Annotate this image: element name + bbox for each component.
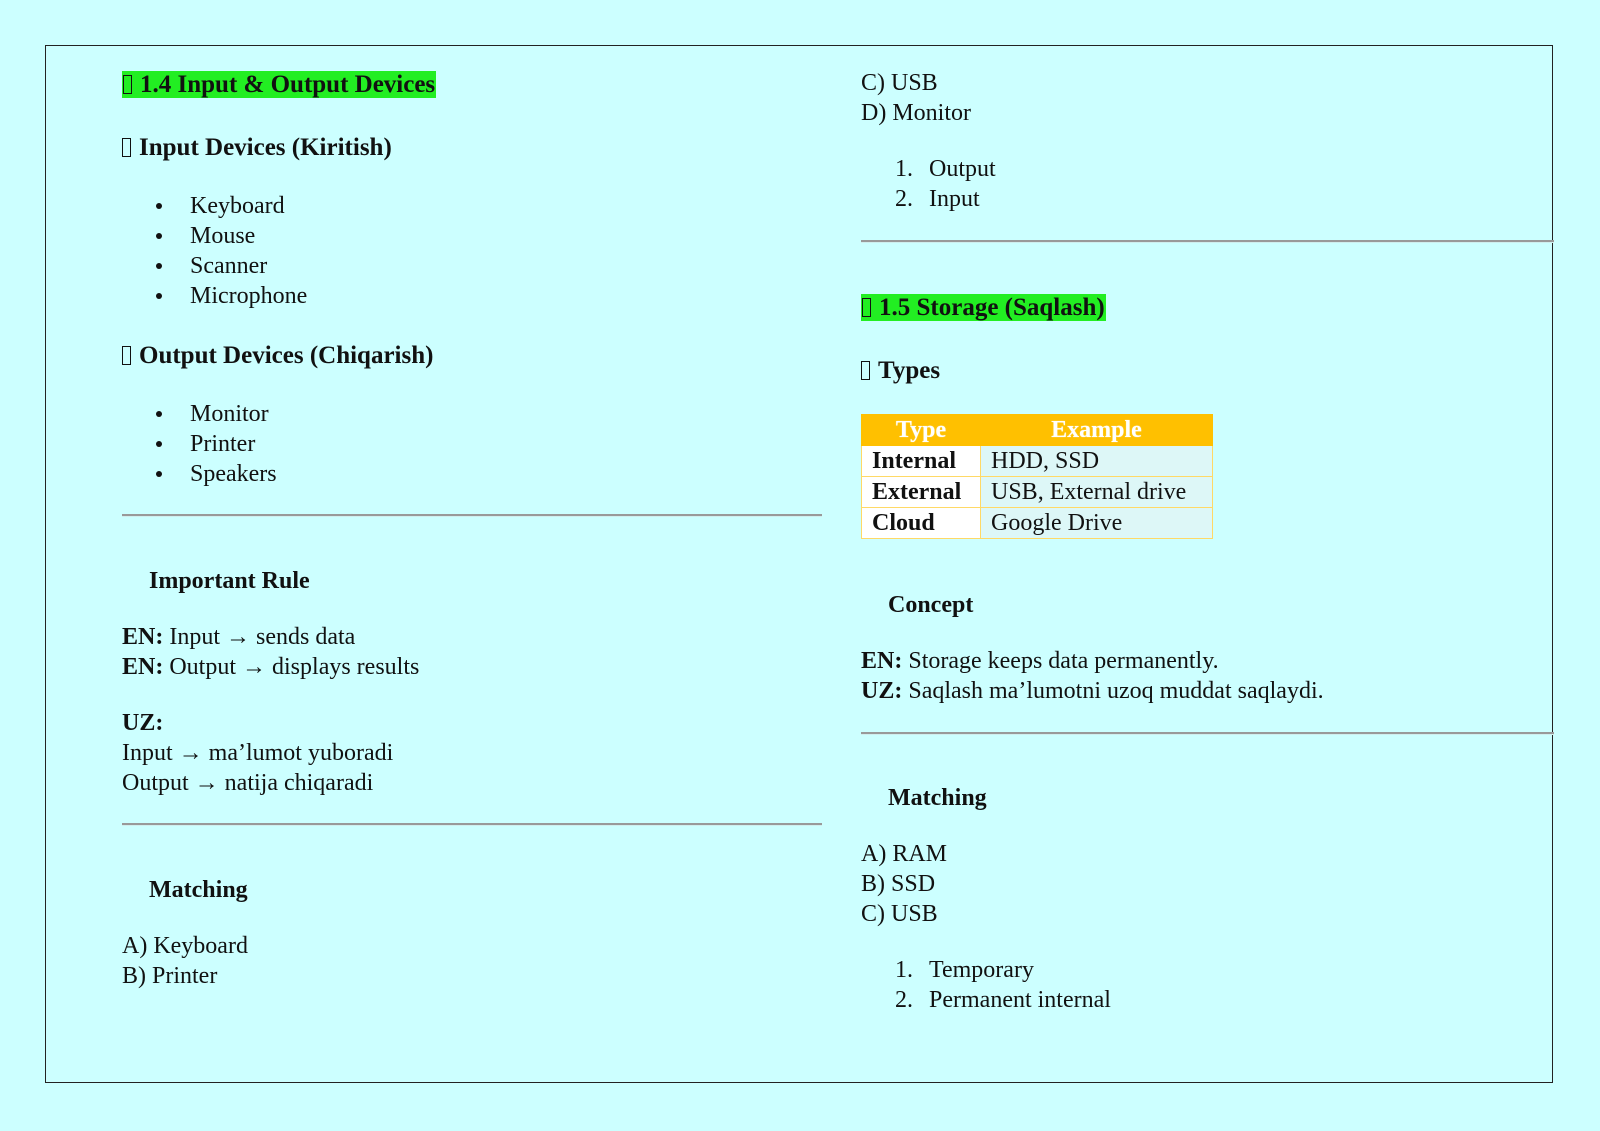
input-devices-list — [122, 191, 307, 311]
uz-label: UZ: — [861, 678, 903, 704]
missing-glyph-icon — [122, 138, 131, 157]
types-heading — [861, 356, 940, 386]
matching-option-d: D) Monitor — [861, 100, 971, 126]
matching-option-b: B) SSD — [861, 871, 936, 897]
list-item — [122, 429, 277, 459]
input-devices-heading-text: Input Devices (Kiritish) — [139, 134, 392, 161]
types-heading-text: Types — [878, 357, 941, 384]
list-item — [861, 154, 996, 184]
en-label: EN: — [861, 648, 903, 674]
list-item-text: Permanent internal — [929, 987, 1111, 1013]
list-item — [122, 281, 307, 311]
matching-option-c: C) USB — [861, 70, 938, 96]
bullet-icon — [156, 471, 162, 477]
en-rule-text-2: Output → displays results — [169, 654, 420, 680]
list-item — [122, 191, 307, 221]
en-label: EN: — [122, 624, 164, 650]
list-item — [122, 251, 307, 281]
list-item — [122, 399, 277, 429]
horizontal-rule — [122, 823, 822, 825]
missing-glyph-icon — [122, 346, 131, 365]
section-heading-1-5 — [861, 293, 1106, 323]
output-devices-list — [122, 399, 277, 489]
concept-en-text: Storage keeps data permanently. — [908, 648, 1219, 674]
list-item — [122, 221, 307, 251]
en-rule-line-2 — [122, 652, 419, 682]
bullet-icon — [156, 263, 162, 269]
concept-uz-text: Saqlash ma’lumotni uzoq muddat saqlaydi. — [908, 678, 1324, 704]
table-cell-example: USB, External drive — [981, 477, 1213, 508]
list-item-text: Keyboard — [190, 193, 285, 219]
concept-en-line — [861, 646, 1219, 676]
list-item-text: Mouse — [190, 223, 256, 249]
bullet-icon — [156, 441, 162, 447]
heading-1-5-text: 1.5 Storage (Saqlash) — [879, 294, 1105, 321]
output-devices-heading-text: Output Devices (Chiqarish) — [139, 342, 434, 369]
list-number: 2. — [895, 186, 913, 212]
uz-rule-line-1: Input → ma’lumot yuboradi — [122, 740, 394, 766]
table-row — [862, 477, 1213, 508]
matching-option-b: B) Printer — [122, 963, 218, 989]
uz-label-line — [122, 708, 163, 738]
list-item-text: Output — [929, 156, 996, 182]
list-item-text: Monitor — [190, 401, 269, 427]
table-row — [862, 446, 1213, 477]
list-number: 1. — [895, 156, 913, 182]
matching-option-a: A) RAM — [861, 841, 948, 867]
table-cell-type: External — [862, 477, 981, 508]
list-item — [861, 985, 1111, 1015]
matching-option-c: C) USB — [861, 901, 938, 927]
list-number: 1. — [895, 957, 913, 983]
bullet-icon — [156, 233, 162, 239]
matching-answers-list — [861, 955, 1111, 1015]
list-item-text: Microphone — [190, 283, 308, 309]
missing-glyph-icon — [861, 361, 870, 380]
list-item-text: Temporary — [929, 957, 1034, 983]
concept-title: Concept — [888, 592, 974, 618]
en-label: EN: — [122, 654, 164, 680]
table-cell-type: Cloud — [862, 508, 981, 539]
concept-uz-line — [861, 676, 1324, 706]
horizontal-rule — [861, 732, 1554, 734]
list-item — [122, 459, 277, 489]
list-item — [861, 184, 996, 214]
input-devices-heading — [122, 133, 392, 163]
storage-table — [861, 414, 1213, 539]
document-page — [45, 45, 1553, 1083]
en-rule-text-1: Input → sends data — [169, 624, 356, 650]
output-devices-heading — [122, 341, 433, 371]
bullet-icon — [156, 293, 162, 299]
table-header-type: Type — [862, 415, 981, 446]
uz-label: UZ: — [122, 710, 164, 736]
bullet-icon — [156, 411, 162, 417]
table-header-row — [862, 415, 1213, 446]
matching-option-a: A) Keyboard — [122, 933, 248, 959]
list-item — [861, 955, 1111, 985]
horizontal-rule — [122, 514, 822, 516]
list-item-text: Input — [929, 186, 980, 212]
table-cell-example: HDD, SSD — [981, 446, 1213, 477]
en-rule-line-1 — [122, 622, 355, 652]
table-cell-type: Internal — [862, 446, 981, 477]
storage-table-wrapper — [861, 414, 1213, 539]
matching-title-left: Matching — [149, 877, 248, 903]
matching-answers-list — [861, 154, 996, 214]
list-item-text: Speakers — [190, 461, 277, 487]
list-item-text: Scanner — [190, 253, 268, 279]
matching-title-right: Matching — [888, 785, 987, 811]
missing-glyph-icon — [862, 298, 871, 317]
important-rule-title: Important Rule — [149, 568, 310, 594]
table-cell-example: Google Drive — [981, 508, 1213, 539]
list-item-text: Printer — [190, 431, 256, 457]
horizontal-rule — [861, 240, 1554, 242]
section-heading-1-4 — [122, 70, 436, 100]
list-number: 2. — [895, 987, 913, 1013]
heading-1-4-text: 1.4 Input & Output Devices — [140, 71, 436, 98]
missing-glyph-icon — [123, 75, 132, 94]
bullet-icon — [156, 203, 162, 209]
uz-rule-line-2: Output → natija chiqaradi — [122, 770, 374, 796]
table-row — [862, 508, 1213, 539]
table-header-example: Example — [981, 415, 1213, 446]
